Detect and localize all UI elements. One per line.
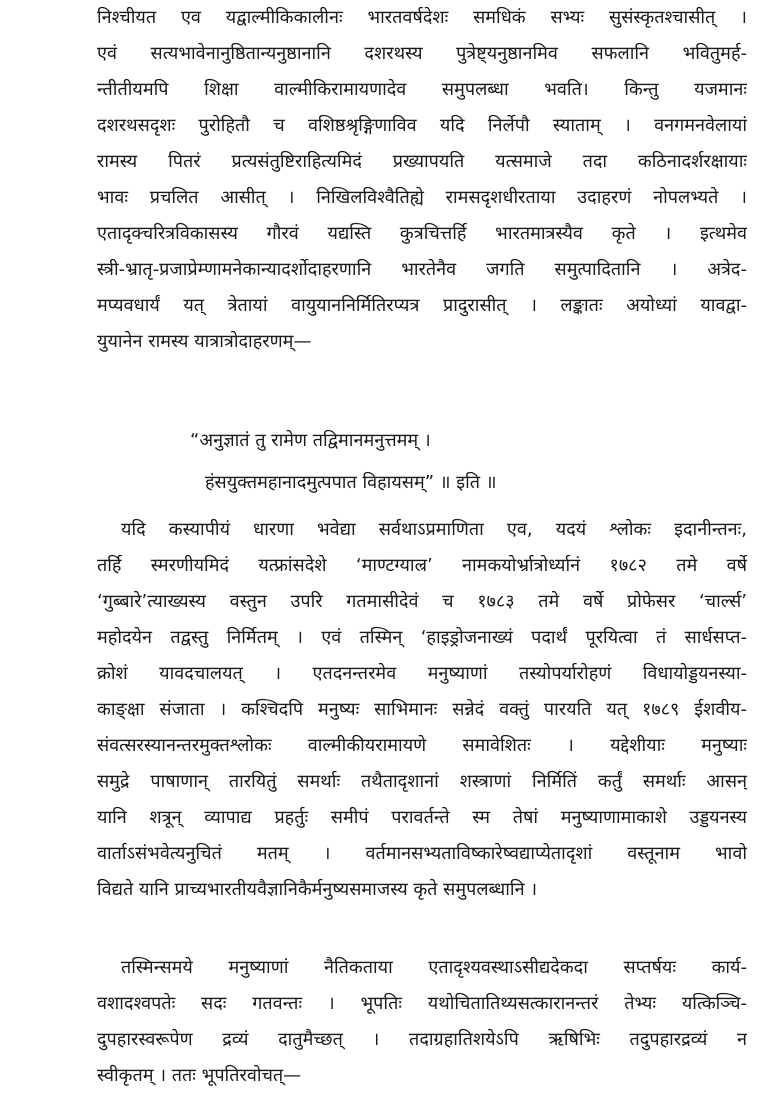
text-line: युयानेन रामस्य यात्रात्रोदाहरणम्— [97,331,312,352]
text-line: ‘गुब्बारे’त्याख्यस्य वस्तुन उपरि गतमासीदेवं च १७८३ तमे वर्षे प्रोफेसर ‘चार्ल्स’ [97,591,747,612]
text-line: न्तीतीयमपि शिक्षा वाल्मीकिरामायणादेव समुपलब्धा भवति। किन्तु यजमानः [97,79,747,100]
paragraph-3 [97,950,747,1094]
text-line: एतादृक्चरित्रविकासस्य गौरवं यद्यस्ति कुत्रचित्तर्हि भारतमात्रस्यैव कृते । इत्थमेव [97,223,747,244]
text-line: समुद्रे पाषाणान् तारयितुं समर्थाः तथैतादृशानां शस्त्राणां निर्मितिं कर्तुं समर्थाः आसन् [97,771,747,792]
text-line: तस्मिन्समये मनुष्याणां नैतिकताया एतादृश्यवस्थाऽसीद्यदेकदा सप्तर्षयः कार्य- [121,957,747,978]
text-line: दशरथसदृशः पुरोहितौ च वशिष्ठश्रृङ्गिणाविव यदि निर्लेपौ स्याताम् । वनगमनवेलायां [97,115,747,136]
text-line: विद्यते यानि प्राच्यभारतीयवैज्ञानिकैर्मनुष्यसमाजस्य कृते समुपलब्धानि । [97,879,538,900]
text-line: यदि कस्यापीयं धारणा भवेद्या सर्वथाऽप्रमाणिता एव, यदयं श्लोकः इदानीन्तनः, [121,519,747,540]
text-line: एवं सत्यभावेनानुष्ठितान्यनुष्ठानानि दशरथस्य पुत्रेष्ट्यनुष्ठानमिव सफलानि भवितुमर्ह- [97,43,747,64]
text-line: क्रोशं यावदचालयत् । एतदनन्तरमेव मनुष्याणां तस्योपर्यारोहणं विधायोड्डयनस्या- [97,663,747,684]
text-line: यानि शत्रून् व्यापाद्य प्रहर्तुः समीपं परावर्तन्ते स्म तेषां मनुष्याणामाकाशे उड्डयनस्य [97,807,747,828]
text-line: काङ्क्षा संजाता । कश्चिदपि मनुष्यः साभिमानः सन्नेदं वक्तुं पारयति यत् १७८९ ईशवीय- [97,699,747,720]
text-line: भावः प्रचलित आसीत् । निखिलविश्वैतिह्ये रामसदृशधीरताया उदाहरणं नोपलभ्यते । [97,187,747,208]
text-line: तर्हि स्मरणीयमिदं यत्फ्रांसदेशे ‘माण्टग्याल्र’ नामकयोर्भ्रात्रोर्ध्यानं १७८२ तमे वर्षे [97,555,747,576]
text-line: संवत्सरस्यानन्तरमुक्तश्लोकः वाल्मीकीयरामायणे समावेशितः । यद्देशीयाः मनुष्याः [97,735,747,756]
text-line: दुपहारस्वरूपेण द्रव्यं दातुमैच्छत् । तदाग्रहातिशयेऽपि ऋषिभिः तदुपहारद्रव्यं न [97,1029,747,1050]
paragraph-1 [97,0,747,360]
text-line: महोदयेन तद्वस्तु निर्मितम् । एवं तस्मिन् ‘हाइड्रोजनाख्यं पदार्थं पूरयित्वा तं सार्धसप्त- [97,627,747,648]
text-line: स्वीकृतम् । ततः भूपतिरवोचत्— [97,1065,302,1086]
text-line: मप्यवधार्यं यत् त्रेतायां वायुयाननिर्मितिरप्यत्र प्रादुरासीत् । लङ्कातः अयोध्यां यावद्वा- [97,295,747,316]
quoted-verse [190,420,610,504]
verse-line: हंसयुक्तमहानादमुत्पपात विहायसम्” ॥ इति ॥ [205,472,497,493]
text-line: स्त्री-भ्रातृ-प्रजाप्रेम्णामनेकान्यादर्शोदाहरणानि भारतेनैव जगति समुत्पादितानि । अत्रेद- [97,259,747,280]
text-line: निश्चीयत एव यद्वाल्मीकिकालीनः भारतवर्षदेशः समधिकं सभ्यः सुसंस्कृतश्चासीत् । [97,7,747,28]
verse-line: “अनुज्ञातं तु रामेण तद्विमानमनुत्तमम् । [190,430,431,451]
text-line: वार्ताऽसंभवेत्यनुचितं मतम् । वर्तमानसभ्यताविष्कारेष्वद्याप्येतादृशां वस्तूनाम भावो [97,843,747,864]
paragraph-2 [97,512,747,908]
text-line: वशादश्वपतेः सदः गतवन्तः । भूपतिः यथोचितातिथ्यसत्कारानन्तरं तेभ्यः यत्किञ्चि- [97,993,747,1014]
text-line: रामस्य पितरं प्रत्यसंतुष्टिराहित्यमिदं प्रख्यापयति यत्समाजे तदा कठिनादर्शरक्षायाः [97,151,747,172]
